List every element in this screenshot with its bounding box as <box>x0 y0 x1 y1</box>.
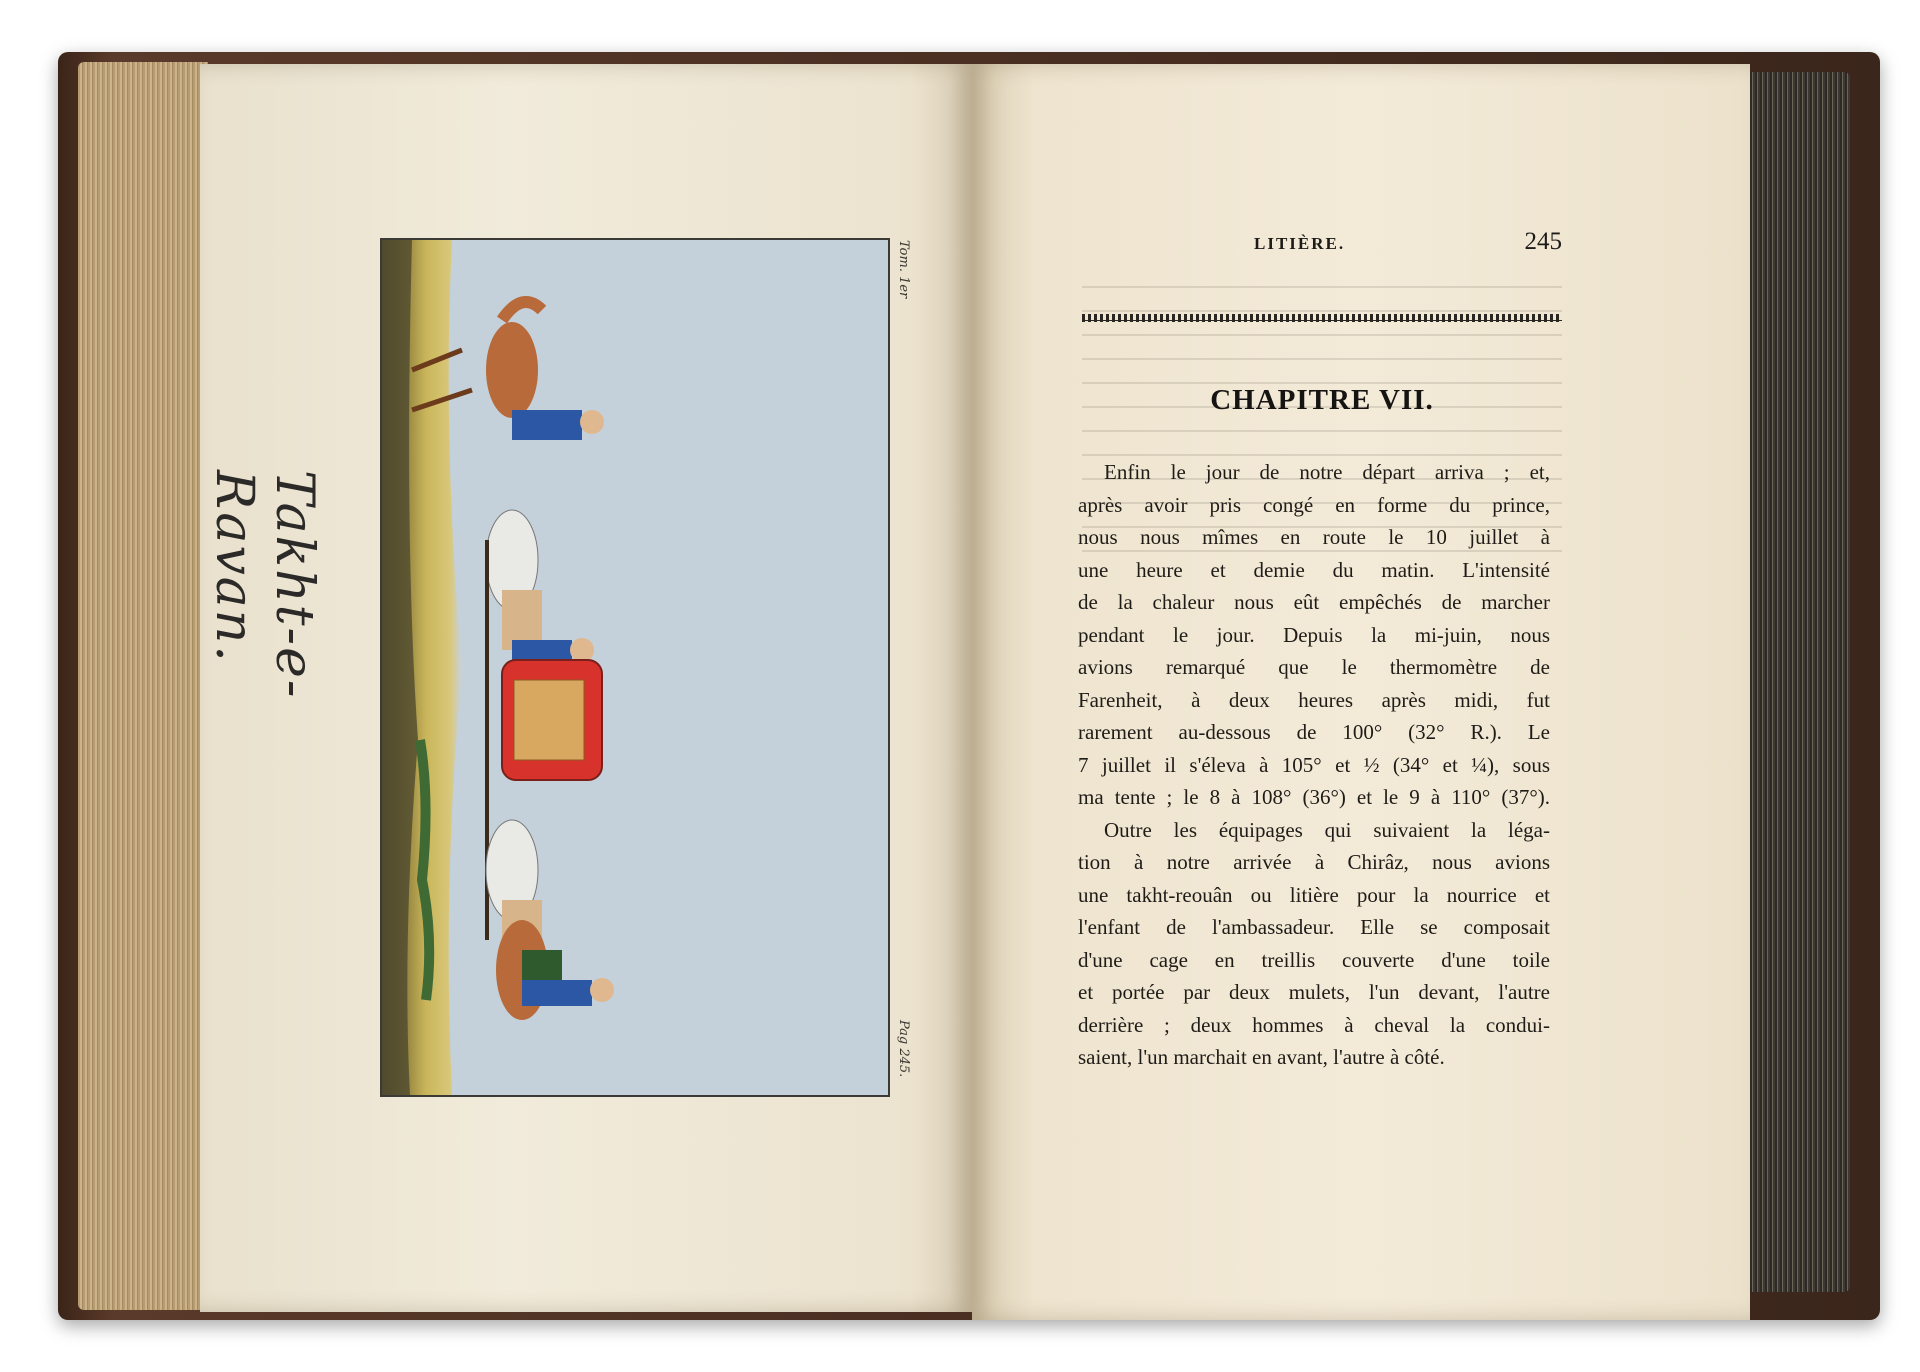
text-line: de la chaleur nous eût empêchés de marcher <box>1078 590 1550 614</box>
text-line: rarement au-dessous de 100° (32° R.). Le <box>1078 720 1550 744</box>
running-head <box>1082 228 1562 268</box>
body-text <box>1078 456 1550 1074</box>
page-edges-left <box>78 62 208 1310</box>
text-line: et portée par deux mulets, l'un devant, l'autre <box>1078 980 1550 1004</box>
litter-procession-illustration <box>382 240 888 1095</box>
text-line: derrière ; deux hommes à cheval la condui- <box>1078 1012 1550 1037</box>
ornamental-rule <box>1082 314 1562 322</box>
plate-caption: Takht-e-Ravan. <box>204 470 324 700</box>
plate-page-note: Pag 245. <box>896 1020 911 1078</box>
text-line: pendant le jour. Depuis la mi-juin, nous <box>1078 622 1550 647</box>
text-line: nous nous mîmes en route le 10 juillet à <box>1078 525 1550 549</box>
text-line: Outre les équipages qui suivaient la léga- <box>1104 817 1550 842</box>
text-line: 7 juillet il s'éleva à 105° et ½ (34° et ¼), sous <box>1078 752 1550 777</box>
text-line: une takht-reouân ou litière pour la nourrice et <box>1078 882 1550 907</box>
text-line: une heure et demie du matin. L'intensité <box>1078 557 1550 582</box>
text-line: saient, l'un marchait en avant, l'autre à côté. <box>1078 1045 1445 1069</box>
text-line: ma tente ; le 8 à 108° (36°) et le 9 à 110° (37°). <box>1078 785 1550 809</box>
text-line: Enfin le jour de notre départ arriva ; et, <box>1104 460 1550 484</box>
text-line: d'une cage en treillis couverte d'une toile <box>1078 947 1550 972</box>
running-title: LITIÈRE. <box>1254 234 1346 253</box>
plate-volume-note: Tom. 1er <box>896 240 911 299</box>
text-line: tion à notre arrivée à Chirâz, nous avions <box>1078 850 1550 874</box>
text-line: Farenheit, à deux heures après midi, fut <box>1078 687 1550 712</box>
text-line: après avoir pris congé en forme du prince, <box>1078 492 1550 517</box>
page-number: 245 <box>1524 228 1562 255</box>
illustration-plate <box>380 238 890 1097</box>
text-line: avions remarqué que le thermomètre de <box>1078 655 1550 679</box>
text-line: l'enfant de l'ambassadeur. Elle se composait <box>1078 915 1550 939</box>
chapter-title: CHAPITRE VII. <box>1210 384 1434 416</box>
